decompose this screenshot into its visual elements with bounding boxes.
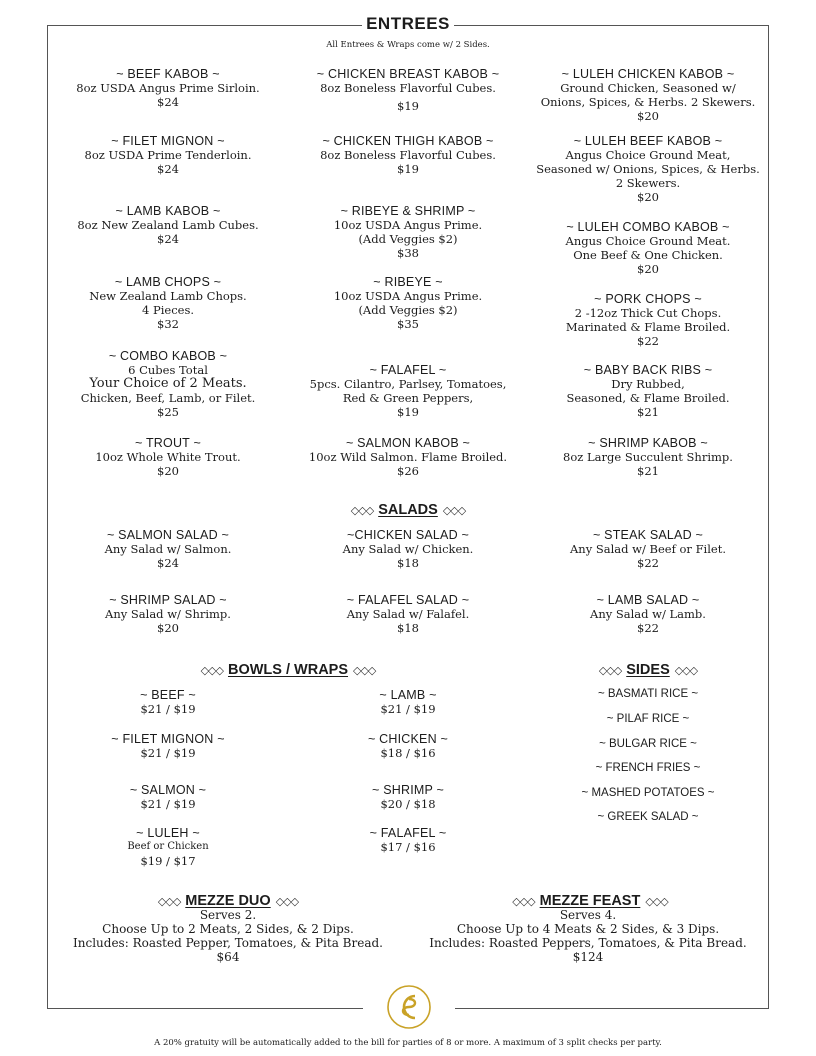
side-item: ~ BULGAR RICE ~ bbox=[599, 738, 697, 750]
menu-item-chicken-salad: ~CHICKEN SALAD ~ Any Salad w/ Chicken. $18 bbox=[342, 528, 474, 570]
menu-item-beef-kabob: ~ BEEF KABOB ~ 8oz USDA Angus Prime Sirloin. $24 bbox=[76, 67, 260, 109]
diamond-deco-icon: ◇◇◇ bbox=[442, 505, 466, 517]
menu-item-pork-chops: ~ PORK CHOPS ~ 2 -12oz Thick Cut Chops. Marinated & Flame Broiled. $22 bbox=[565, 292, 731, 348]
diamond-deco-icon: ◇◇◇ bbox=[674, 665, 698, 677]
menu-item-chicken-thigh-kabob: ~ CHICKEN THIGH KABOB ~ 8oz Boneless Flavorful Cubes. $19 bbox=[320, 134, 496, 176]
side-item: ~ GREEK SALAD ~ bbox=[597, 811, 699, 823]
entrees-subtitle: All Entrees & Wraps come w/ 2 Sides. bbox=[326, 40, 490, 50]
gratuity-footer: A 20% gratuity will be automatically added to the bill for parties of 8 or more. A maximum of 3 split checks per party. bbox=[154, 1038, 662, 1048]
menu-item-filet-mignon: ~ FILET MIGNON ~ 8oz USDA Prime Tenderloin. $24 bbox=[84, 134, 252, 176]
menu-item-bowl-luleh: ~ LULEH ~ Beef or Chicken $19 / $17 bbox=[127, 826, 209, 868]
menu-item-trout: ~ TROUT ~ 10oz Whole White Trout. $20 bbox=[95, 436, 241, 478]
side-item: ~ BASMATI RICE ~ bbox=[597, 688, 699, 700]
menu-item-bowl-shrimp: ~ SHRIMP ~ $20 / $18 bbox=[372, 783, 444, 811]
frame-bottom-right bbox=[455, 1008, 769, 1009]
frame-bottom-left bbox=[47, 1008, 363, 1009]
mezze-feast-details: Serves 4. Choose Up to 4 Meats & 2 Sides, & 3 Dips. Includes: Roasted Peppers, Tomatoes, & Pita Bread. $124 bbox=[429, 908, 747, 964]
menu-item-bowl-filet-mignon: ~ FILET MIGNON ~ $21 / $19 bbox=[111, 732, 225, 760]
menu-item-bowl-salmon: ~ SALMON ~ $21 / $19 bbox=[129, 783, 207, 811]
menu-item-ribeye-shrimp: ~ RIBEYE & SHRIMP ~ 10oz USDA Angus Prime. (Add Veggies $2) $38 bbox=[333, 204, 483, 260]
menu-item-shrimp-salad: ~ SHRIMP SALAD ~ Any Salad w/ Shrimp. $20 bbox=[105, 593, 231, 635]
menu-item-lamb-kabob: ~ LAMB KABOB ~ 8oz New Zealand Lamb Cubes. $24 bbox=[77, 204, 259, 246]
menu-item-shrimp-kabob: ~ SHRIMP KABOB ~ 8oz Large Succulent Shrimp. $21 bbox=[563, 436, 733, 478]
menu-item-bowl-lamb: ~ LAMB ~ $21 / $19 bbox=[379, 688, 437, 716]
menu-item-bowl-chicken: ~ CHICKEN ~ $18 / $16 bbox=[367, 732, 448, 760]
menu-item-salmon-kabob: ~ SALMON KABOB ~ 10oz Wild Salmon. Flame Broiled. $26 bbox=[308, 436, 508, 478]
bowls-wraps-heading: ◇◇◇ BOWLS / WRAPS ◇◇◇ bbox=[200, 662, 376, 678]
menu-item-salmon-salad: ~ SALMON SALAD ~ Any Salad w/ Salmon. $24 bbox=[104, 528, 232, 570]
diamond-deco-icon: ◇◇◇ bbox=[350, 505, 374, 517]
salads-heading: ◇◇◇ SALADS ◇◇◇ bbox=[350, 502, 466, 518]
menu-item-steak-salad: ~ STEAK SALAD ~ Any Salad w/ Beef or Filet. $22 bbox=[570, 528, 726, 570]
diamond-deco-icon: ◇◇◇ bbox=[512, 896, 535, 908]
menu-item-ribeye: ~ RIBEYE ~ 10oz USDA Angus Prime. (Add Veggies $2) $35 bbox=[333, 275, 483, 331]
menu-item-luleh-combo-kabob: ~ LULEH COMBO KABOB ~ Angus Choice Ground Meat. One Beef & One Chicken. $20 bbox=[565, 220, 731, 276]
side-item: ~ PILAF RICE ~ bbox=[606, 713, 690, 725]
side-item: ~ MASHED POTATOES ~ bbox=[581, 787, 715, 799]
entrees-title: ENTREES bbox=[0, 14, 816, 34]
menu-item-luleh-beef-kabob: ~ LULEH BEEF KABOB ~ Angus Choice Ground Meat, Seasoned w/ Onions, Spices, & Herbs. 2 Skewers. $20 bbox=[536, 134, 760, 204]
menu-item-falafel-salad: ~ FALAFEL SALAD ~ Any Salad w/ Falafel. $18 bbox=[346, 593, 470, 635]
diamond-deco-icon: ◇◇◇ bbox=[598, 665, 622, 677]
menu-item-combo-kabob: ~ COMBO KABOB ~ 6 Cubes Total Your Choice of 2 Meats. Chicken, Beef, Lamb, or Filet. $25 bbox=[80, 349, 256, 419]
restaurant-logo-icon bbox=[386, 984, 432, 1030]
menu-item-baby-back-ribs: ~ BABY BACK RIBS ~ Dry Rubbed, Seasoned, & Flame Broiled. $21 bbox=[566, 363, 730, 419]
menu-item-falafel: ~ FALAFEL ~ 5pcs. Cilantro, Parlsey, Tomatoes, Red & Green Peppers, $19 bbox=[309, 363, 507, 419]
diamond-deco-icon: ◇◇◇ bbox=[200, 665, 223, 677]
menu-item-chicken-breast-kabob: ~ CHICKEN BREAST KABOB ~ 8oz Boneless Flavorful Cubes. $19 bbox=[316, 67, 500, 113]
diamond-deco-icon: ◇◇◇ bbox=[353, 665, 376, 677]
menu-item-bowl-beef: ~ BEEF ~ $21 / $19 bbox=[140, 688, 196, 716]
mezze-feast-heading: ◇◇◇ MEZZE FEAST ◇◇◇ bbox=[512, 893, 668, 909]
mezze-duo-details: Serves 2. Choose Up to 2 Meats, 2 Sides, & 2 Dips. Includes: Roasted Pepper, Tomatoes, & Pita Bread. $64 bbox=[73, 908, 383, 964]
side-item: ~ FRENCH FRIES ~ bbox=[595, 762, 701, 774]
sides-heading: ◇◇◇ SIDES ◇◇◇ bbox=[598, 662, 698, 678]
menu-item-bowl-falafel: ~ FALAFEL ~ $17 / $16 bbox=[369, 826, 447, 854]
diamond-deco-icon: ◇◇◇ bbox=[157, 896, 181, 908]
menu-item-lamb-chops: ~ LAMB CHOPS ~ New Zealand Lamb Chops. 4 Pieces. $32 bbox=[89, 275, 247, 331]
menu-item-luleh-chicken-kabob: ~ LULEH CHICKEN KABOB ~ Ground Chicken, Seasoned w/ Onions, Spices, & Herbs. 2 Skewers. $20 bbox=[540, 67, 756, 123]
mezze-duo-heading: ◇◇◇ MEZZE DUO ◇◇◇ bbox=[157, 893, 299, 909]
diamond-deco-icon: ◇◇◇ bbox=[645, 896, 668, 908]
diamond-deco-icon: ◇◇◇ bbox=[275, 896, 299, 908]
menu-item-lamb-salad: ~ LAMB SALAD ~ Any Salad w/ Lamb. $22 bbox=[590, 593, 706, 635]
